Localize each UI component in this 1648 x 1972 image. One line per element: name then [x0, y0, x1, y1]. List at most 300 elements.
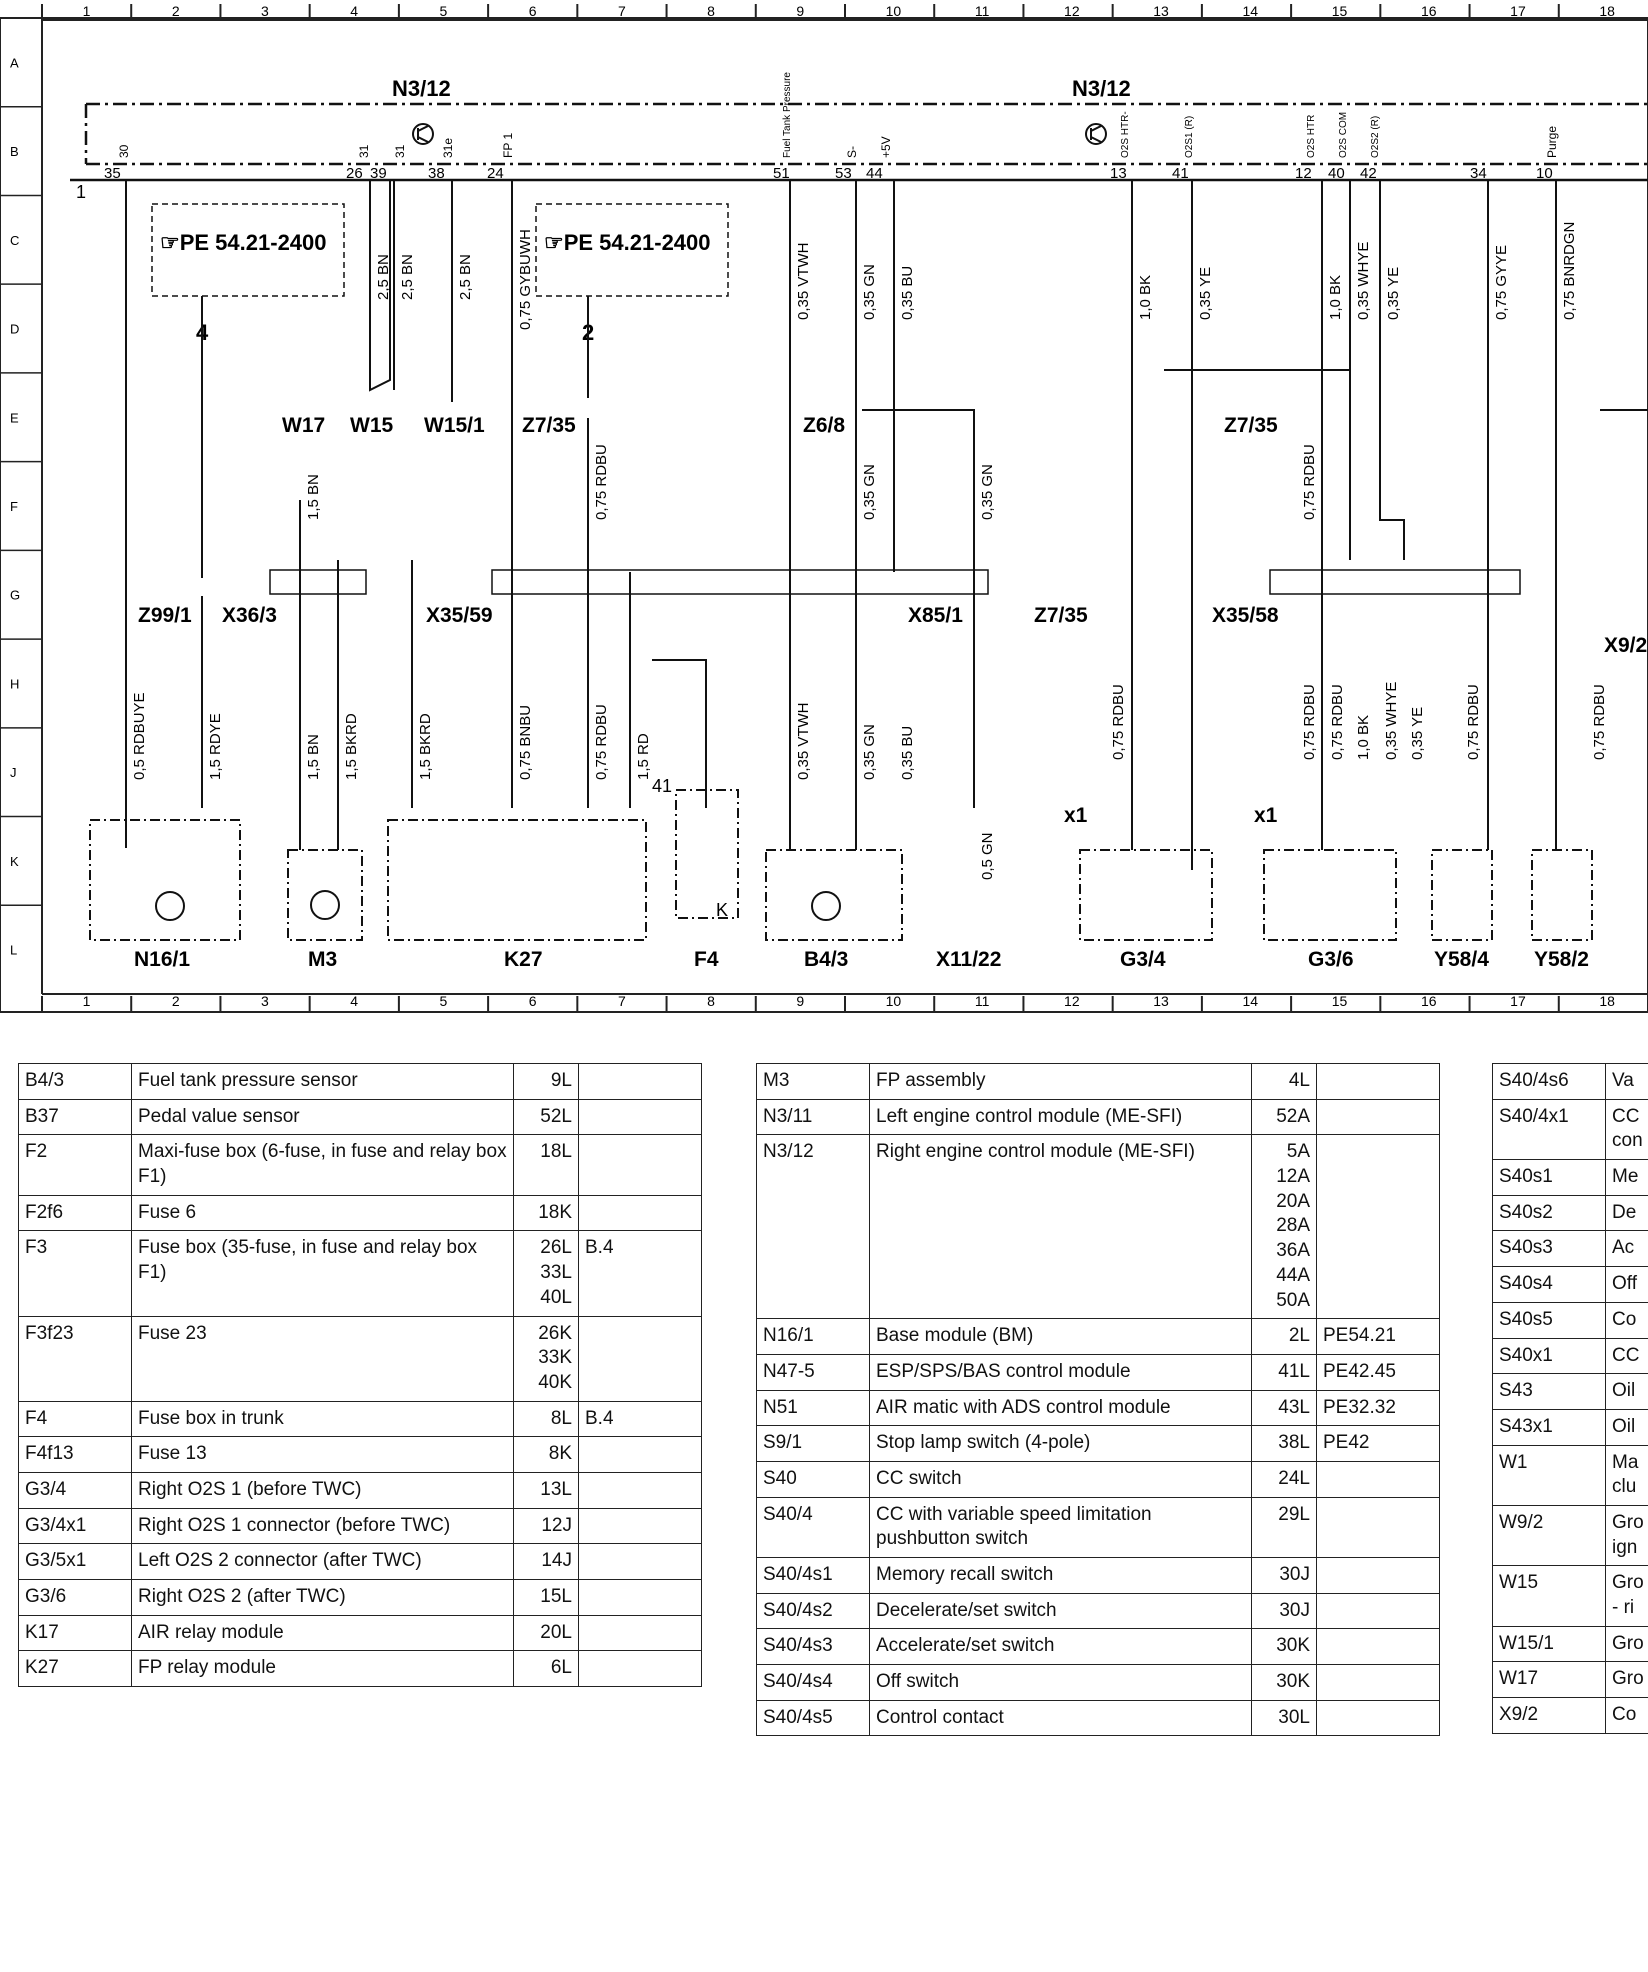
legend-code: N47-5 — [757, 1354, 870, 1390]
legend-loc: 41L — [1252, 1354, 1317, 1390]
transistor-icon — [413, 124, 1106, 144]
pin-name: 30 — [117, 144, 131, 158]
wire-label: 0,75 GYBUWH — [517, 229, 534, 330]
wire-label: 2,5 BN — [375, 254, 392, 300]
row-grid — [0, 18, 42, 958]
legend-code: F3 — [19, 1231, 132, 1316]
legend-desc: Ac — [1606, 1231, 1648, 1267]
legend-desc: Gro ign — [1606, 1505, 1648, 1565]
column-number: 5 — [439, 993, 448, 1009]
column-number: 15 — [1331, 993, 1348, 1009]
legend-desc: Fuse 23 — [132, 1316, 514, 1401]
components — [90, 790, 1592, 940]
pin-number: 38 — [428, 165, 445, 182]
wire-label: 1,0 BK — [1137, 274, 1154, 320]
legend-code: S40/4s1 — [757, 1558, 870, 1594]
component-name: G3/6 — [1308, 948, 1354, 971]
legend-row — [757, 1593, 1440, 1629]
wire-label: 0,75 RDBU — [1591, 684, 1608, 760]
legend-row — [19, 1472, 702, 1508]
legend-desc: Gro — [1606, 1626, 1648, 1662]
legend-loc: 20L — [514, 1615, 579, 1651]
column-number: 10 — [885, 993, 902, 1009]
legend-code: G3/6 — [19, 1580, 132, 1616]
legend-loc: 6L — [514, 1651, 579, 1687]
wire-label: 0,75 GYYE — [1493, 244, 1510, 320]
legend-table — [756, 1063, 1440, 1736]
component-name: Y58/2 — [1534, 948, 1589, 971]
legend-code: K17 — [19, 1615, 132, 1651]
legend-loc: 8L — [514, 1401, 579, 1437]
legend-ref: B.4 — [579, 1231, 702, 1316]
wire-label: 0,35 BU — [899, 725, 916, 780]
component-name: Y58/4 — [1434, 948, 1489, 971]
legend-row — [757, 1558, 1440, 1594]
connector-strip — [270, 570, 1520, 594]
legend-code: S43 — [1493, 1374, 1606, 1410]
legend-ref — [1317, 1099, 1440, 1135]
column-number: 2 — [171, 3, 180, 19]
pin-number: 10 — [1536, 165, 1553, 182]
column-number: 5 — [439, 3, 448, 19]
wire-label: 0,35 WHYE — [1383, 681, 1400, 760]
component-labels — [138, 414, 1647, 920]
legend-desc: Co — [1606, 1698, 1648, 1734]
legend-table — [1492, 1063, 1648, 1734]
legend-row — [1493, 1698, 1648, 1734]
wire-label: 0,35 WHYE — [1355, 241, 1372, 320]
legend-code: S40s4 — [1493, 1267, 1606, 1303]
legend-code: F4f13 — [19, 1437, 132, 1473]
row-letter: D — [10, 321, 20, 337]
legend-desc: Pedal value sensor — [132, 1099, 514, 1135]
wire-label: 0,75 RDBU — [593, 704, 610, 780]
legend-code: S40s5 — [1493, 1302, 1606, 1338]
component-label: Z7/35 — [522, 414, 576, 437]
legend-code: S40/4 — [757, 1497, 870, 1557]
pin-name: O2S HTR- — [1120, 111, 1131, 158]
legend-desc: FP assembly — [870, 1064, 1252, 1100]
column-number: 13 — [1153, 3, 1169, 19]
legend-desc: Right O2S 1 connector (before TWC) — [132, 1508, 514, 1544]
legend-desc: CC with variable speed limitation pushbutton switch — [870, 1497, 1252, 1557]
pin-number: 41 — [1172, 165, 1189, 182]
component-name: X11/22 — [936, 948, 1002, 971]
legend-code: F3f23 — [19, 1316, 132, 1401]
legend-desc: Co — [1606, 1302, 1648, 1338]
column-number: 3 — [261, 3, 269, 19]
wire-label: 0,75 RDBU — [1329, 684, 1346, 760]
ecm-n312-box — [86, 104, 1648, 164]
component-name: M3 — [308, 948, 338, 971]
legend-desc: Fuse 6 — [132, 1195, 514, 1231]
pin-name: S- — [845, 146, 859, 158]
legend-loc: 30K — [1252, 1629, 1317, 1665]
wire-label: 0,75 RDBU — [593, 444, 610, 520]
legend-ref: PE42.45 — [1317, 1354, 1440, 1390]
component-label: X35/58 — [1212, 604, 1279, 627]
legend-code: K27 — [19, 1651, 132, 1687]
component-box — [90, 820, 240, 940]
legend-desc: Right O2S 1 (before TWC) — [132, 1472, 514, 1508]
component-name: K27 — [504, 948, 543, 971]
legend-desc: CC con — [1606, 1099, 1648, 1159]
component-box — [1532, 850, 1592, 940]
wire-label: 1,5 RDYE — [207, 713, 224, 780]
legend-loc: 13L — [514, 1472, 579, 1508]
row-letter: G — [10, 587, 21, 603]
legend-desc: CC switch — [870, 1461, 1252, 1497]
legend-ref: PE32.32 — [1317, 1390, 1440, 1426]
legend-row — [1493, 1064, 1648, 1100]
legend-ref — [1317, 1135, 1440, 1319]
wire-label: 1,5 BN — [305, 474, 322, 520]
component-label: Z99/1 — [138, 604, 192, 627]
row-letter: F — [10, 499, 18, 514]
legend-code: M3 — [757, 1064, 870, 1100]
legend-ref — [579, 1651, 702, 1687]
legend-code: S40/4s4 — [757, 1665, 870, 1701]
legend-desc: Right O2S 2 (after TWC) — [132, 1580, 514, 1616]
pin-number: 24 — [487, 165, 504, 182]
legend-ref — [579, 1615, 702, 1651]
legend-row — [19, 1580, 702, 1616]
column-number: 8 — [707, 3, 715, 19]
legend-row — [757, 1354, 1440, 1390]
reference-text: ☞PE 54.21-2400 — [544, 230, 711, 255]
column-number: 4 — [350, 993, 359, 1009]
column-number: 3 — [261, 993, 269, 1009]
column-number: 14 — [1242, 3, 1259, 19]
row-letter: B — [10, 144, 19, 160]
pin-name: Purge — [1545, 125, 1559, 158]
component-name: N16/1 — [134, 948, 191, 971]
legend-desc: Right engine control module (ME-SFI) — [870, 1135, 1252, 1319]
legend-row — [19, 1064, 702, 1100]
legend-row — [757, 1064, 1440, 1100]
column-number: 13 — [1153, 993, 1169, 1009]
legend-row — [1493, 1195, 1648, 1231]
legend-code: S40s2 — [1493, 1195, 1606, 1231]
legend-ref — [579, 1437, 702, 1473]
column-number: 1 — [82, 993, 91, 1009]
wire-label: 0,35 GN — [979, 464, 996, 520]
component-label: X35/59 — [426, 604, 493, 627]
component-box — [388, 820, 646, 940]
component-label: Z7/35 — [1034, 604, 1088, 627]
wire-label: 0,35 GN — [861, 464, 878, 520]
legend-loc: 30L — [1252, 1700, 1317, 1736]
component-label: W15/1 — [424, 414, 485, 437]
wire-label: 0,35 YE — [1197, 266, 1214, 320]
legend-code: B37 — [19, 1099, 132, 1135]
pin-name: FP 1 — [501, 132, 515, 158]
component-label: x1 — [1064, 804, 1088, 827]
legend-row — [19, 1615, 702, 1651]
legend-table — [18, 1063, 702, 1687]
legend-ref — [579, 1064, 702, 1100]
legend-ref: PE42 — [1317, 1426, 1440, 1462]
wire-label: 1,0 BK — [1327, 274, 1344, 320]
column-number: 9 — [796, 993, 805, 1009]
legend-loc: 5A 12A 20A 28A 36A 44A 50A — [1252, 1135, 1317, 1319]
legend-row — [757, 1461, 1440, 1497]
legend-code: S40 — [757, 1461, 870, 1497]
column-number: 17 — [1510, 3, 1526, 19]
legend-desc: Fuel tank pressure sensor — [132, 1064, 514, 1100]
pin-name: O2S COM — [1338, 111, 1349, 158]
legend-loc: 18K — [514, 1195, 579, 1231]
legend-ref — [579, 1195, 702, 1231]
legend-row — [1493, 1409, 1648, 1445]
wire-label: 1,0 BK — [1355, 714, 1372, 760]
legend-ref — [579, 1316, 702, 1401]
component-label: K — [716, 900, 729, 920]
wire-label: 0,35 GN — [861, 724, 878, 780]
legend-row — [19, 1651, 702, 1687]
legend-desc: Fuse 13 — [132, 1437, 514, 1473]
legend-code: F2f6 — [19, 1195, 132, 1231]
column-number: 10 — [885, 3, 902, 19]
legend-row — [1493, 1566, 1648, 1626]
legend-loc: 14J — [514, 1544, 579, 1580]
legend-desc: Maxi-fuse box (6-fuse, in fuse and relay box F1) — [132, 1135, 514, 1195]
row-letter: K — [10, 853, 19, 869]
component-box — [676, 790, 738, 918]
legend-desc: Accelerate/set switch — [870, 1629, 1252, 1665]
column-number: 12 — [1064, 3, 1080, 19]
legend-desc: Left engine control module (ME-SFI) — [870, 1099, 1252, 1135]
legend-row — [1493, 1505, 1648, 1565]
component-label: X85/1 — [908, 604, 963, 627]
column-number: 11 — [974, 993, 990, 1009]
pin-number: 39 — [370, 165, 387, 182]
legend-desc: Gro — [1606, 1662, 1648, 1698]
connector-label: 1 — [76, 182, 87, 202]
column-number: 16 — [1420, 3, 1437, 19]
legend-loc: 9L — [514, 1064, 579, 1100]
legend-desc: AIR matic with ADS control module — [870, 1390, 1252, 1426]
column-number: 6 — [528, 993, 537, 1009]
legend-loc: 4L — [1252, 1064, 1317, 1100]
wire-label: 2,5 BN — [399, 254, 416, 300]
legend-row — [1493, 1160, 1648, 1196]
legend-loc: 29L — [1252, 1497, 1317, 1557]
legend-row — [1493, 1231, 1648, 1267]
wire-label: 0,5 GN — [979, 832, 996, 880]
legend-row — [757, 1426, 1440, 1462]
legend-loc: 8K — [514, 1437, 579, 1473]
legend-row — [19, 1401, 702, 1437]
legend-ref — [1317, 1629, 1440, 1665]
row-letter: L — [10, 942, 18, 958]
column-number: 7 — [617, 3, 626, 19]
component-box — [1432, 850, 1492, 940]
wire-label: 1,5 BN — [305, 734, 322, 780]
legend-code: N51 — [757, 1390, 870, 1426]
legend-row — [757, 1665, 1440, 1701]
wire-label: 0,75 BNBU — [517, 704, 534, 780]
wire-label: 1,5 BKRD — [343, 713, 360, 780]
legend-code: W15 — [1493, 1566, 1606, 1626]
component-name: F4 — [694, 948, 719, 971]
component-label: Z6/8 — [803, 414, 846, 437]
component-label: Z7/35 — [1224, 414, 1278, 437]
legend-desc: Control contact — [870, 1700, 1252, 1736]
pin-name: 31e — [441, 137, 455, 158]
column-number: 6 — [528, 3, 537, 19]
pin-name: O2S2 (R) — [1370, 115, 1381, 158]
legend-ref — [1317, 1558, 1440, 1594]
legend-code: G3/4 — [19, 1472, 132, 1508]
wire-label: 0,35 YE — [1409, 706, 1426, 760]
row-letter: H — [10, 676, 20, 692]
legend-code: S40/4x1 — [1493, 1099, 1606, 1159]
legend-row — [757, 1135, 1440, 1319]
pin-name: O2S1 (R) — [1184, 115, 1195, 158]
legend-code: S40/4s6 — [1493, 1064, 1606, 1100]
reference-number: 4 — [196, 320, 209, 345]
legend-row — [1493, 1338, 1648, 1374]
legend-code: S43x1 — [1493, 1409, 1606, 1445]
legend-ref — [1317, 1665, 1440, 1701]
component-box — [1264, 850, 1396, 940]
legend-desc: Gro - ri — [1606, 1566, 1648, 1626]
legend-desc: Oil — [1606, 1409, 1648, 1445]
row-letter: A — [10, 55, 19, 71]
legend-code: S40s3 — [1493, 1231, 1606, 1267]
column-number: 15 — [1331, 3, 1348, 19]
wire-label: 0,5 RDBUYE — [131, 692, 148, 780]
wire-label: 0,75 RDBU — [1301, 444, 1318, 520]
legend-row — [19, 1195, 702, 1231]
legend-code: F2 — [19, 1135, 132, 1195]
legend-ref: B.4 — [579, 1401, 702, 1437]
legend-code: S40/4s5 — [757, 1700, 870, 1736]
column-grid-bottom — [42, 993, 1615, 1012]
wire-label: 0,75 BNRDGN — [1561, 221, 1578, 320]
legend-loc: 30J — [1252, 1593, 1317, 1629]
legend-ref — [579, 1544, 702, 1580]
module-label: N3/12 — [1072, 76, 1131, 101]
legend-ref — [1317, 1593, 1440, 1629]
component-label: x1 — [1254, 804, 1278, 827]
legend-code: B4/3 — [19, 1064, 132, 1100]
wire-label: 0,35 GN — [861, 264, 878, 320]
reference-box — [152, 204, 728, 345]
column-number: 9 — [796, 3, 805, 19]
wire-label: 0,35 BU — [899, 265, 916, 320]
legend-code: X9/2 — [1493, 1698, 1606, 1734]
wire-label: 0,75 RDBU — [1465, 684, 1482, 760]
legend-code: S9/1 — [757, 1426, 870, 1462]
legend-row — [1493, 1099, 1648, 1159]
legend-loc: 24L — [1252, 1461, 1317, 1497]
column-number: 18 — [1599, 993, 1615, 1009]
legend-row — [19, 1231, 702, 1316]
legend-row — [1493, 1302, 1648, 1338]
pin-number: 26 — [346, 165, 363, 182]
legend-code: S40x1 — [1493, 1338, 1606, 1374]
legend-row — [757, 1497, 1440, 1557]
legend-desc: AIR relay module — [132, 1615, 514, 1651]
pin-name: Fuel Tank Pressure — [782, 72, 793, 158]
column-number: 14 — [1242, 993, 1259, 1009]
legend-code: S40s1 — [1493, 1160, 1606, 1196]
legend-desc: ESP/SPS/BAS control module — [870, 1354, 1252, 1390]
column-number: 8 — [707, 993, 715, 1009]
legend-code: S40/4s3 — [757, 1629, 870, 1665]
legend-desc: Me — [1606, 1160, 1648, 1196]
component-name: B4/3 — [804, 948, 849, 971]
legend-code: G3/5x1 — [19, 1544, 132, 1580]
legend-desc: Memory recall switch — [870, 1558, 1252, 1594]
component-label: X9/2 — [1604, 634, 1648, 657]
legend-code: S40/4s2 — [757, 1593, 870, 1629]
wire-label: 1,5 RD — [635, 733, 652, 780]
legend-code: N3/11 — [757, 1099, 870, 1135]
pin-number: 42 — [1360, 165, 1377, 182]
legend-desc: CC — [1606, 1338, 1648, 1374]
legend-desc: Stop lamp switch (4-pole) — [870, 1426, 1252, 1462]
pin-number: 44 — [866, 165, 883, 182]
legend-code: G3/4x1 — [19, 1508, 132, 1544]
component-label: W17 — [282, 414, 326, 437]
legend-loc: 30J — [1252, 1558, 1317, 1594]
wire-label: 0,35 YE — [1385, 266, 1402, 320]
column-number: 16 — [1420, 993, 1437, 1009]
row-letter: J — [10, 765, 17, 781]
legend-row — [1493, 1374, 1648, 1410]
wire-label: 0,35 VTWH — [795, 242, 812, 320]
reference-text: ☞PE 54.21-2400 — [160, 230, 327, 255]
component-label: W15 — [350, 414, 394, 437]
legend-ref — [1317, 1497, 1440, 1557]
legend-ref — [579, 1472, 702, 1508]
legend-desc: FP relay module — [132, 1651, 514, 1687]
wire-label: 0,75 RDBU — [1301, 684, 1318, 760]
legend-code: W15/1 — [1493, 1626, 1606, 1662]
legend-row — [1493, 1445, 1648, 1505]
legend-row — [1493, 1626, 1648, 1662]
legend-loc: 30K — [1252, 1665, 1317, 1701]
legend-row — [19, 1508, 702, 1544]
legend-desc: Base module (BM) — [870, 1319, 1252, 1355]
column-number: 7 — [617, 993, 626, 1009]
wire-label: 1,5 BKRD — [417, 713, 434, 780]
pin-name: 31 — [393, 144, 407, 158]
row-letter: E — [10, 410, 19, 426]
legend-row — [1493, 1662, 1648, 1698]
legend-row — [19, 1316, 702, 1401]
legend-row — [757, 1700, 1440, 1736]
column-number: 2 — [171, 993, 180, 1009]
legend-desc: Off — [1606, 1267, 1648, 1303]
legend-row — [19, 1099, 702, 1135]
legend-row — [757, 1319, 1440, 1355]
ecm-pin-names — [117, 72, 1559, 158]
legend-row — [757, 1629, 1440, 1665]
legend-loc: 18L — [514, 1135, 579, 1195]
legend-loc: 52A — [1252, 1099, 1317, 1135]
legend-row — [19, 1437, 702, 1473]
column-number: 12 — [1064, 993, 1080, 1009]
component-box — [288, 850, 362, 940]
legend-desc: Ma clu — [1606, 1445, 1648, 1505]
legend-desc: De — [1606, 1195, 1648, 1231]
legend-code: W9/2 — [1493, 1505, 1606, 1565]
legend-code: W17 — [1493, 1662, 1606, 1698]
